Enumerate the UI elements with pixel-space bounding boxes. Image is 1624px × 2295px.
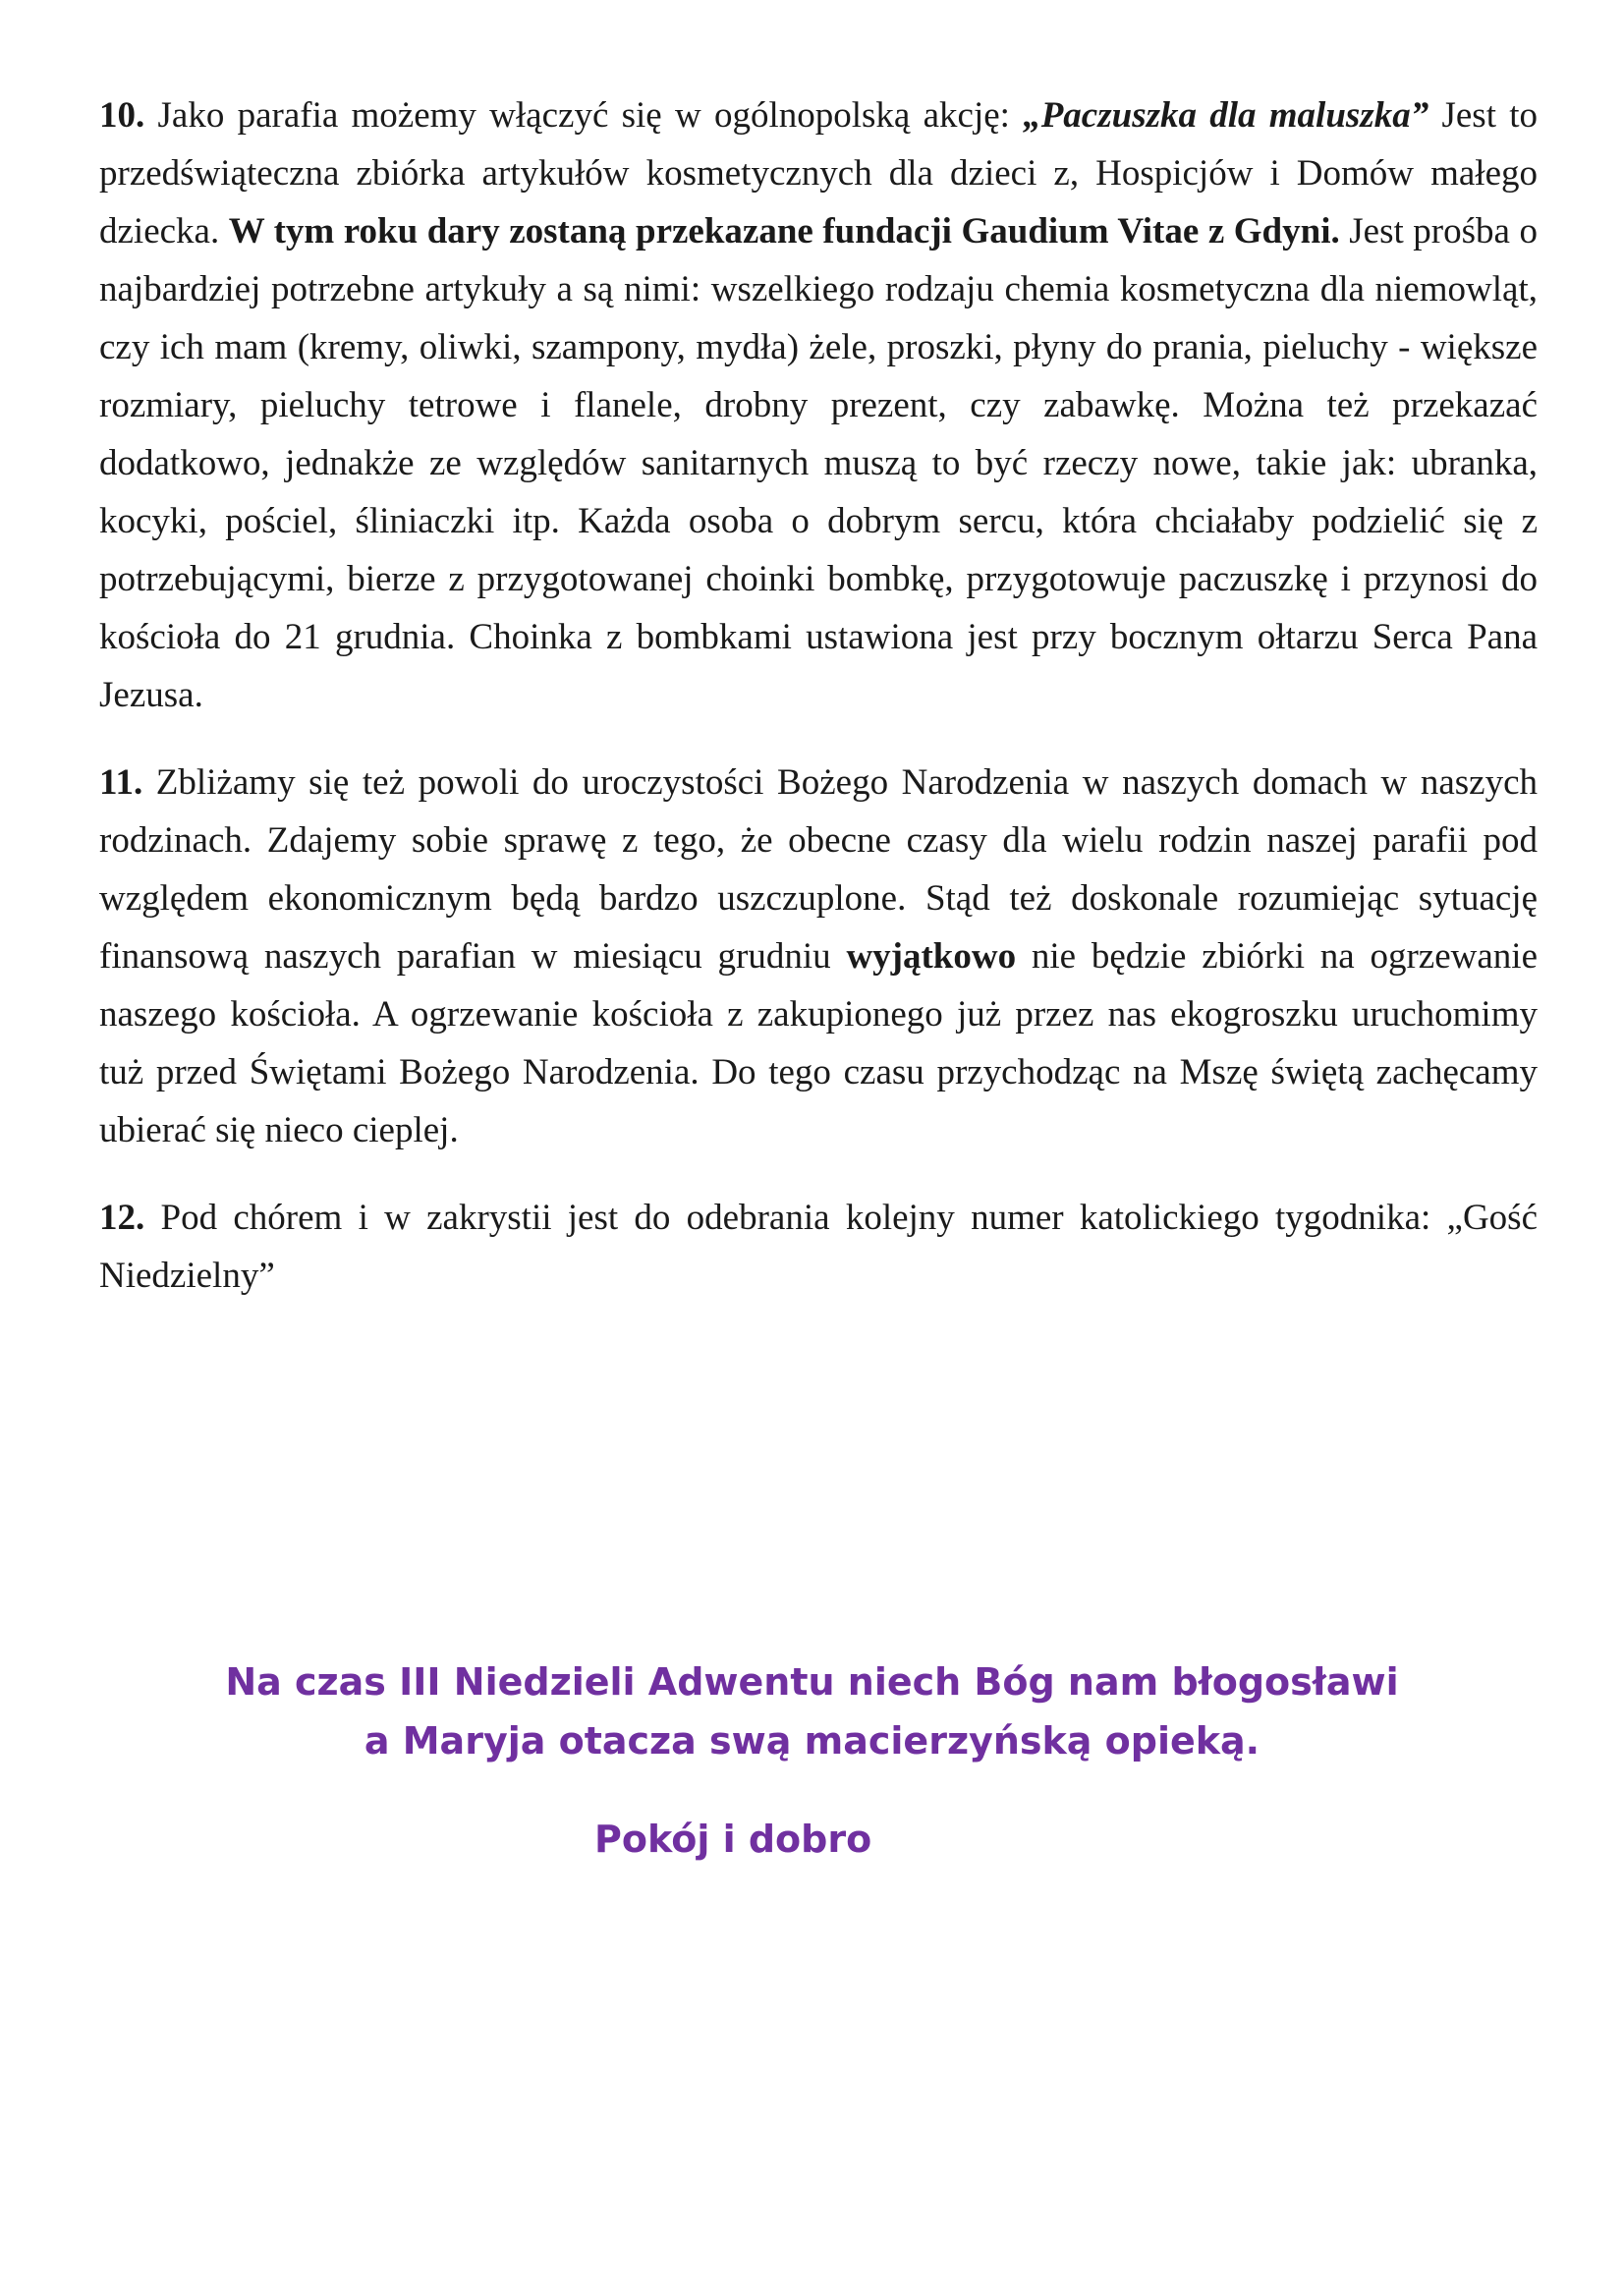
announcement-paragraph [99,754,1538,1159]
announcement-number: 10. [99,95,145,136]
paragraph-text-segment: Zbliżamy się też powoli do uroczystości Bożego Narodzenia w naszych domach w naszych rodzinach. Zdajemy sobie sprawę z tego, że obecne czasy dla wielu rodzin naszej parafii pod względem ekonomicznym będą bardzo uszczuplone. Stąd też doskonale rozumiejąc sytuację finansową naszych parafian w miesiącu grudniu [99,762,1538,977]
paragraph-text-segment: „Paczuszka dla maluszka” [1023,95,1429,136]
announcement-paragraph [99,1189,1538,1305]
paragraph-text-segment: wyjątkowo [846,936,1017,977]
paragraph-text-segment: Jest prośba o najbardziej potrzebne artykuły a są nimi: wszelkiego rodzaju chemia kosmetyczna dla niemowląt, czy ich mam (kremy, oliwki, szampony, mydła) żele, proszki, płyny do prania, pieluchy - większe rozmiary, pieluchy tetrowe i flanele, drobny prezent, czy zabawkę. Można też przekazać dodatkowo, jednakże ze względów sanitarnych muszą to być rzeczy nowe, takie jak: ubranka, kocyki, pościel, śliniaczki itp. Każda osoba o dobrym sercu, która chciałaby podzielić się z potrzebującymi, bierze z przygotowanej choinki bombkę, przygotowuje paczuszkę i przynosi do kościoła do 21 grudnia. Choinka z bombkami ustawiona jest przy bocznym ołtarzu Serca Pana Jezusa. [99,211,1538,715]
announcement-paragraph [99,86,1538,724]
announcement-number: 11. [99,762,143,803]
paragraph-text-segment: W tym roku dary zostaną przekazane fundacji Gaudium Vitae z Gdyni. [228,211,1340,252]
announcements [99,86,1538,1305]
paragraph-text-segment: nie będzie zbiórki na ogrzewanie naszego kościoła. A ogrzewanie kościoła z zakupionego już przez nas ekogroszku uruchomimy tuż przed Świętami Bożego Narodzenia. Do tego czasu przychodząc na Mszę świętą zachęcamy ubierać się nieco cieplej. [99,936,1538,1150]
greeting-text: Pokój i dobro [594,1818,872,1861]
blessing-line-2: a Maryja otacza swą macierzyńską opieką. [364,1719,1260,1763]
blessing-text [0,1652,1624,1770]
blessing-line-1: Na czas III Niedzieli Adwentu niech Bóg nam błogosławi [225,1660,1399,1704]
paragraph-text-segment: Jako parafia możemy włączyć się w ogólnopolską akcję: [144,95,1024,136]
paragraph-text-segment: Jest to przedświąteczna zbiórka artykułów kosmetycznych dla dzieci z, Hospicjów i Domów małego dziecka. [99,95,1539,252]
paragraph-text-segment: Pod chórem i w zakrystii jest do odebrania kolejny numer katolickiego tygodnika: „Gość Niedzielny” [99,1198,1538,1296]
announcement-number: 12. [99,1198,145,1238]
